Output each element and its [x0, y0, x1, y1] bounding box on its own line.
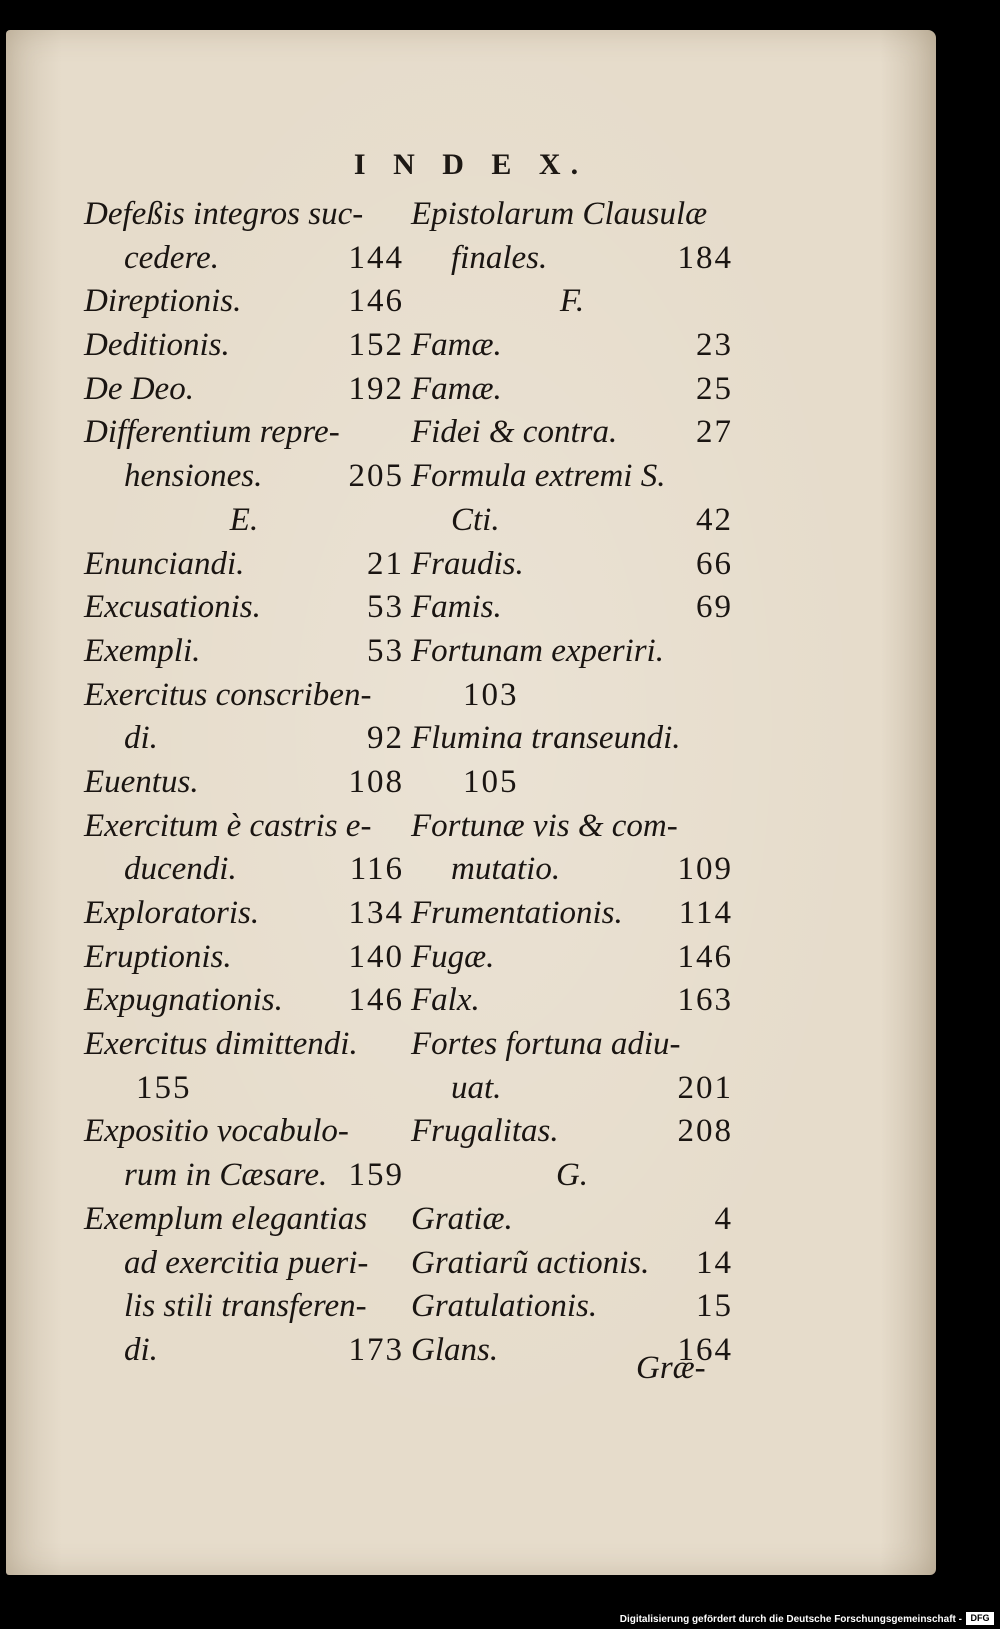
entry-text: 103 — [463, 676, 519, 713]
entry-text: Epistolarum Clausulæ — [411, 196, 708, 232]
entry-text: Glans. — [411, 1331, 499, 1368]
index-entry — [84, 1197, 404, 1241]
index-entry — [84, 673, 404, 717]
index-entry — [411, 192, 733, 236]
entry-page-number: 69 — [696, 589, 733, 626]
index-entry — [411, 716, 733, 760]
index-entry — [411, 498, 733, 542]
entry-text: Excusationis. — [84, 589, 261, 626]
entry-text: hensiones. — [124, 458, 263, 495]
entry-text: Expugnationis. — [84, 982, 283, 1019]
entry-page-number: 144 — [348, 239, 404, 276]
entry-page-number: 163 — [677, 982, 733, 1019]
entry-page-number: 146 — [348, 982, 404, 1019]
catchword: Græ- — [636, 1350, 706, 1386]
index-entry — [411, 673, 733, 717]
entry-page-number: 146 — [348, 283, 404, 320]
index-entry — [84, 454, 404, 498]
entry-page-number: 201 — [677, 1069, 733, 1106]
index-entry — [411, 236, 733, 280]
entry-page-number: 116 — [349, 851, 404, 888]
entry-page-number: 23 — [696, 327, 733, 364]
index-entry — [411, 1241, 733, 1285]
entry-text: uat. — [451, 1069, 502, 1106]
letter-heading-text: G. — [555, 1157, 589, 1194]
dfg-logo: DFG — [966, 1612, 994, 1625]
index-entry — [411, 585, 733, 629]
index-entry — [411, 367, 733, 411]
entry-text: Frugalitas. — [411, 1113, 559, 1150]
entry-text: Famæ. — [411, 370, 502, 407]
entry-page-number: 114 — [678, 895, 733, 931]
entry-text: Fidei & contra. — [411, 414, 618, 451]
index-entry — [84, 804, 404, 848]
index-entry — [84, 1241, 404, 1285]
entry-text: mutatio. — [451, 851, 561, 888]
index-entry — [84, 1153, 404, 1197]
index-entry — [411, 935, 733, 979]
index-entry — [84, 1328, 404, 1372]
entry-text: ducendi. — [124, 851, 237, 888]
entry-text: Formula extremi S. — [411, 458, 666, 495]
entry-text: Fortunæ vis & com- — [411, 807, 678, 844]
index-column-left — [84, 192, 404, 1372]
index-entry — [84, 716, 404, 760]
entry-text: Fortes fortuna adiu- — [411, 1026, 681, 1063]
entry-page-number: 208 — [677, 1113, 733, 1150]
letter-heading-text: F. — [559, 283, 585, 320]
index-entry — [84, 1109, 404, 1153]
entry-text: Gratulationis. — [411, 1288, 598, 1325]
index-entry — [411, 1066, 733, 1110]
entry-page-number: 173 — [348, 1331, 404, 1368]
entry-text: Fortunam experiri. — [411, 632, 664, 669]
entry-text: di. — [124, 720, 158, 757]
index-entry — [411, 454, 733, 498]
index-entry — [411, 1022, 733, 1066]
letter-heading-text: E. — [229, 501, 259, 538]
index-entry — [411, 410, 733, 454]
entry-page-number: 205 — [348, 458, 404, 495]
index-entry — [84, 891, 404, 935]
entry-text: lis stili transferen- — [124, 1288, 367, 1325]
index-letter-heading — [411, 1153, 733, 1197]
entry-page-number: 15 — [696, 1288, 733, 1325]
entry-text: Eruptionis. — [84, 938, 232, 975]
index-entry — [84, 760, 404, 804]
entry-page-number: 53 — [367, 589, 404, 626]
entry-text: Fraudis. — [411, 545, 524, 582]
index-entry — [84, 1066, 404, 1110]
entry-text: Gratiarũ actionis. — [411, 1244, 650, 1281]
entry-text: Enunciandi. — [84, 545, 245, 582]
entry-text: Exempli. — [84, 632, 201, 669]
entry-text: Exercitum è castris e- — [84, 807, 372, 844]
entry-text: 105 — [463, 763, 519, 800]
entry-text: Differentium repre- — [84, 414, 340, 451]
entry-text: Exercitus dimittendi. — [84, 1026, 358, 1063]
index-entry — [411, 1284, 733, 1328]
entry-text: ad exercitia pueri- — [124, 1244, 369, 1281]
entry-page-number: 152 — [348, 327, 404, 364]
entry-page-number: 25 — [696, 370, 733, 407]
entry-text: Euentus. — [84, 763, 199, 800]
entry-text: Famis. — [411, 589, 502, 626]
entry-text: Deditionis. — [84, 327, 230, 364]
entry-page-number: 192 — [348, 370, 404, 407]
index-entry — [411, 847, 733, 891]
index-entry — [84, 847, 404, 891]
entry-text: Gratiæ. — [411, 1200, 513, 1237]
index-entry — [411, 978, 733, 1022]
index-entry — [411, 323, 733, 367]
index-entry — [84, 978, 404, 1022]
entry-page-number: 4 — [714, 1200, 733, 1237]
footer-bar — [0, 1607, 1000, 1629]
entry-page-number: 146 — [677, 938, 733, 975]
index-entry — [411, 760, 733, 804]
index-column-right — [411, 192, 733, 1372]
index-letter-heading — [84, 498, 404, 542]
entry-text: Famæ. — [411, 327, 502, 364]
index-entry — [411, 804, 733, 848]
entry-page-number: 109 — [677, 851, 733, 888]
index-entry — [84, 367, 404, 411]
entry-page-number: 164 — [677, 1331, 733, 1368]
index-entry — [411, 542, 733, 586]
entry-text: Exercitus conscriben- — [84, 676, 372, 713]
entry-page-number: 27 — [696, 414, 733, 451]
index-entry — [411, 1109, 733, 1153]
index-entry — [84, 1022, 404, 1066]
index-entry — [84, 629, 404, 673]
entry-text: Defeßis integros suc- — [84, 196, 364, 232]
entry-text: Frumentationis. — [411, 895, 623, 931]
entry-page-number: 14 — [696, 1244, 733, 1281]
index-entry — [84, 542, 404, 586]
index-letter-heading — [411, 279, 733, 323]
footer-credit: Digitalisierung gefördert durch die Deutsche Forschungsgemeinschaft - — [619, 1614, 962, 1625]
index-entry — [84, 935, 404, 979]
entry-text: Flumina transeundi. — [411, 720, 681, 757]
entry-text: Exploratoris. — [84, 895, 260, 931]
index-entry — [84, 192, 404, 236]
entry-text: Expositio vocabulo- — [84, 1113, 349, 1150]
index-entry — [411, 1197, 733, 1241]
entry-page-number: 66 — [696, 545, 733, 582]
entry-text: 155 — [136, 1069, 192, 1106]
index-entry — [411, 891, 733, 935]
entry-page-number: 42 — [696, 501, 733, 538]
entry-text: di. — [124, 1331, 158, 1368]
index-entry — [84, 410, 404, 454]
entry-text: Exemplum elegantias — [84, 1200, 368, 1237]
entry-text: Fugæ. — [411, 938, 495, 975]
entry-text: De Deo. — [84, 370, 194, 407]
entry-text: cedere. — [124, 239, 219, 276]
entry-text: rum in Cæsare. — [124, 1157, 328, 1194]
entry-page-number: 184 — [677, 239, 733, 276]
entry-page-number: 140 — [348, 938, 404, 975]
book-page — [6, 30, 936, 1575]
entry-page-number: 21 — [367, 545, 404, 582]
entry-page-number: 108 — [348, 763, 404, 800]
page-header: I N D E X. — [353, 148, 589, 181]
entry-page-number: 92 — [367, 720, 404, 757]
entry-page-number: 134 — [348, 895, 404, 931]
entry-page-number: 53 — [367, 632, 404, 669]
index-entry — [84, 585, 404, 629]
index-entry — [84, 1284, 404, 1328]
index-entry — [411, 629, 733, 673]
index-entry — [84, 323, 404, 367]
index-entry — [84, 236, 404, 280]
entry-page-number: 159 — [348, 1157, 404, 1194]
entry-text: Falx. — [411, 982, 480, 1019]
entry-text: Direptionis. — [84, 283, 242, 320]
entry-text: Cti. — [451, 501, 500, 538]
entry-text: finales. — [451, 239, 548, 276]
index-entry — [84, 279, 404, 323]
